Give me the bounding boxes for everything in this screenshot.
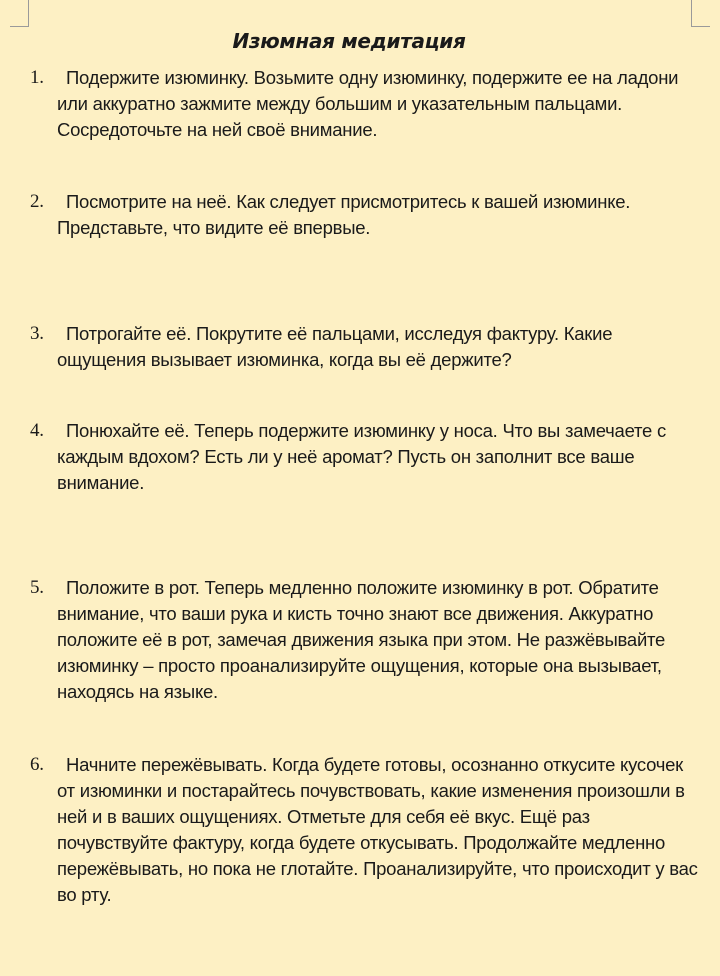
list-item <box>30 321 700 373</box>
item-text: Подержите изюминку. Возьмите одну изюминку, подержите ее на ладони или аккуратно зажмите между большим и указательным пальцами. Сосредоточьте на ней своё внимание. <box>57 67 679 140</box>
item-number: 3. <box>30 323 44 344</box>
item-text: Посмотрите на неё. Как следует присмотритесь к вашей изюминке. Представьте, что видите её впервые. <box>57 191 631 238</box>
item-number: 4. <box>30 420 44 441</box>
item-number: 2. <box>30 191 44 212</box>
list-item <box>30 189 700 241</box>
page-title: Изюмная медитация <box>232 29 466 53</box>
item-number: 5. <box>30 577 44 598</box>
item-text: Начните пережёвывать. Когда будете готовы, осознанно откусите кусочек от изюминки и постарайтесь почувствовать, какие изменения произошли в ней и в ваших ощущениях. Отметьте для себя её вкус. Ещё раз почувствуйте фактуру, когда будете откусывать. Продолжайте медленно пережёвывать, но пока не глотайте. Проанализируйте, что происходит у вас во рту. <box>57 754 698 905</box>
item-text: Положите в рот. Теперь медленно положите изюминку в рот. Обратите внимание, что ваши рука и кисть точно знают все движения. Аккуратно положите её в рот, замечая движения языка при этом. Не разжёвывайте изюминку – просто проанализируйте ощущения, которые она вызывает, находясь на языке. <box>57 577 666 702</box>
page-corner-mark-left <box>10 0 29 27</box>
list-item <box>30 418 700 496</box>
list-item <box>30 65 700 143</box>
item-text: Потрогайте её. Покрутите её пальцами, исследуя фактуру. Какие ощущения вызывает изюминка, когда вы её держите? <box>57 323 613 370</box>
item-number: 6. <box>30 754 44 775</box>
page-corner-mark-right <box>691 0 710 27</box>
list-item <box>30 575 700 705</box>
list-item <box>30 752 700 908</box>
item-number: 1. <box>30 67 44 88</box>
item-text: Понюхайте её. Теперь подержите изюминку у носа. Что вы замечаете с каждым вдохом? Есть ли у неё аромат? Пусть он заполнит все ваше внимание. <box>57 420 666 493</box>
